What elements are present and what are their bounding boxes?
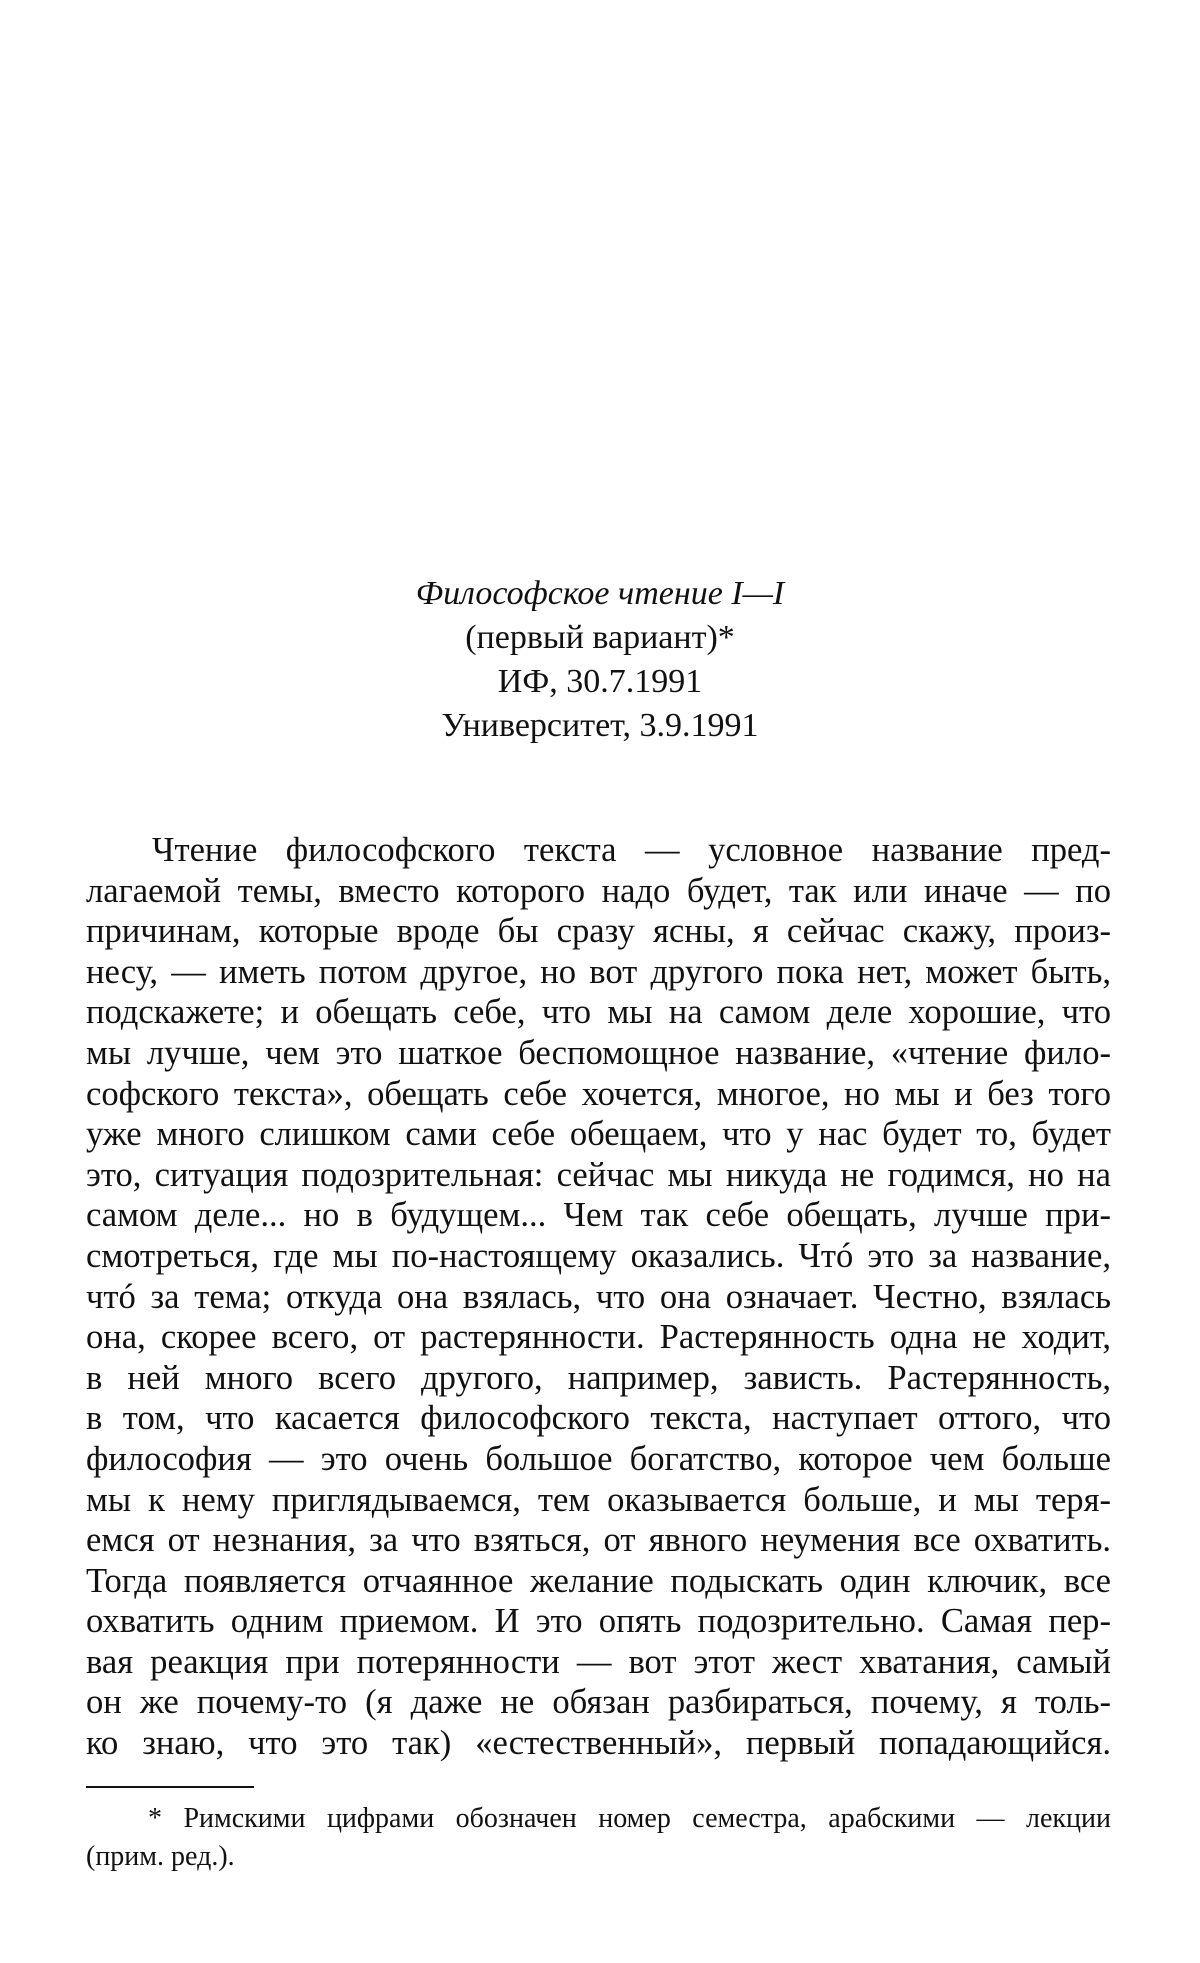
footnote-line: * Римскими цифрами обозначен номер семестра, арабскими — лекции — [148, 1803, 1111, 1834]
text-line: вая реакция при потерянности — вот этот жест хватания, самый — [86, 1642, 1111, 1681]
text-line: в том, что касается философского текста, наступает оттого, что — [86, 1399, 1111, 1438]
text-line: в ней много всего другого, например, зависть. Растерянность, — [86, 1358, 1111, 1397]
text-line: емся от незнания, за что взяться, от явного неумения все охватить. — [86, 1521, 1111, 1560]
text-line: самом деле... но в будущем... Чем так себе обещать, лучше при- — [86, 1196, 1111, 1235]
footnote-line: (прим. ред.). — [86, 1841, 235, 1872]
text-line: он же почему-то (я даже не обязан разбираться, почему, я толь- — [86, 1683, 1111, 1722]
text-line: Чтение философского текста — условное название пред- — [152, 831, 1111, 869]
text-line: чтó за тема; откуда она взялась, что она означает. Честно, взялась — [86, 1277, 1111, 1316]
text-line: несу, — иметь потом другое, но вот другого пока нет, может быть, — [86, 952, 1111, 991]
text-line: подскажете; и обещать себе, что мы на самом деле хорошие, что — [86, 993, 1111, 1032]
text-line: она, скорее всего, от растерянности. Растерянность одна не ходит, — [86, 1318, 1111, 1357]
text-line: философия — это очень большое богатство, которое чем больше — [86, 1439, 1111, 1478]
text-line: ко знаю, что это так) «естественный», первый попадающийся. — [86, 1724, 1111, 1763]
text-line: мы лучше, чем это шаткое беспомощное название, «чтение фило- — [86, 1033, 1111, 1072]
text-line: причинам, которые вроде бы сразу ясны, я сейчас скажу, произ- — [86, 912, 1111, 951]
body-paragraph — [86, 830, 1111, 1764]
text-line: смотреться, где мы по-настоящему оказались. Чтó это за название, — [86, 1236, 1111, 1275]
chapter-date-if: ИФ, 30.7.1991 — [497, 663, 703, 700]
text-line: уже много слишком сами себе обещаем, что у нас будет то, будет — [86, 1115, 1111, 1154]
chapter-date-university: Университет, 3.9.1991 — [441, 707, 759, 744]
text-line: охватить одним приемом. И это опять подозрительно. Самая пер- — [86, 1602, 1111, 1641]
footnote — [86, 1800, 1111, 1876]
chapter-title: Философское чтение I—I — [415, 575, 785, 612]
text-line: мы к нему приглядываемся, тем оказывается больше, и мы теря- — [86, 1480, 1111, 1519]
chapter-variant-note: (первый вариант)* — [465, 619, 735, 656]
text-line: Тогда появляется отчаянное желание подыскать один ключик, все — [86, 1561, 1111, 1600]
chapter-heading — [0, 572, 1200, 748]
footnote-divider — [86, 1786, 254, 1788]
text-line: это, ситуация подозрительная: сейчас мы никуда не годимся, но на — [86, 1155, 1111, 1194]
text-line: лагаемой темы, вместо которого надо будет, так или иначе — по — [86, 871, 1111, 910]
text-line: софского текста», обещать себе хочется, многое, но мы и без того — [86, 1074, 1111, 1113]
